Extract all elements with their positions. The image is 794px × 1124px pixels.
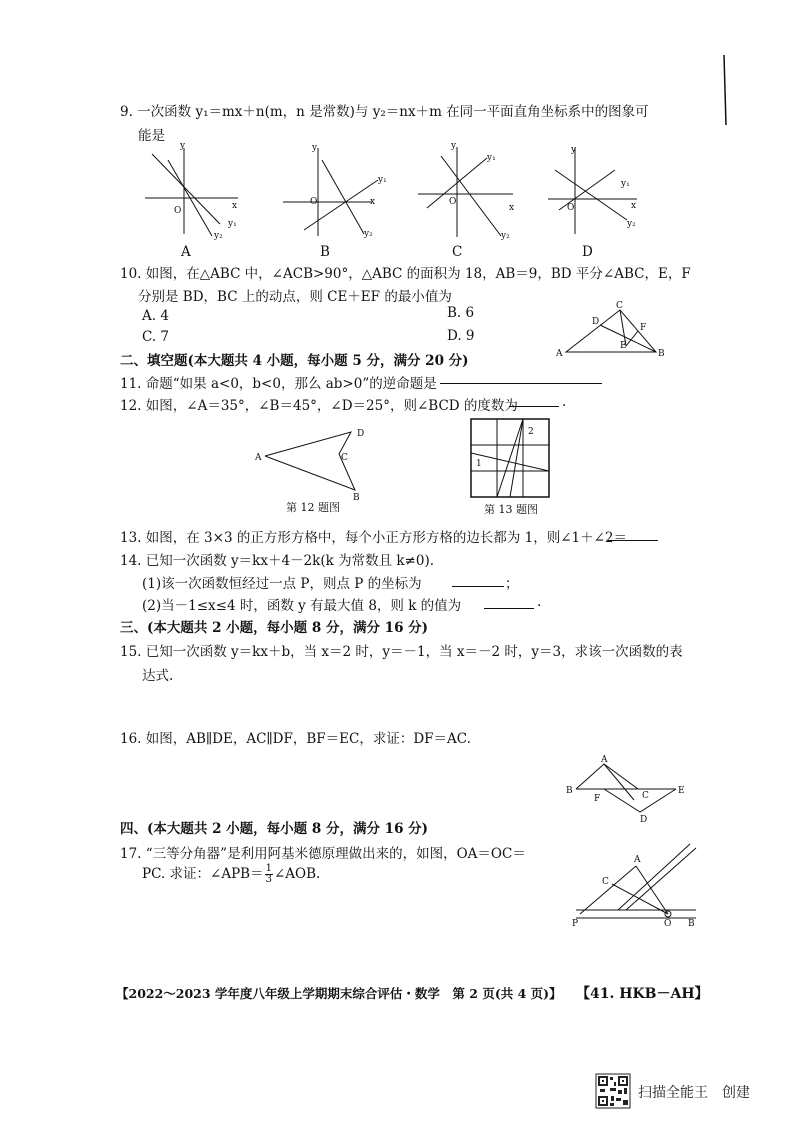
q9-graph-c [415, 142, 515, 242]
q17-figure [572, 838, 702, 928]
section4-heading: 四、(本大题共 2 小题，每小题 8 分，满分 16 分) [120, 821, 429, 837]
y2-label: y₂ [627, 219, 636, 229]
q10-choice-d: D. 9 [447, 328, 475, 344]
q17-line2-post: ∠AOB. [273, 866, 321, 882]
label-f: F [594, 794, 601, 804]
label-d: D [640, 815, 648, 825]
y1-label: y₁ [621, 179, 630, 189]
fig12-caption: 第 12 题图 [286, 501, 340, 514]
q9-line1: 9. 一次函数 y₁＝mx＋n(m，n 是常数)与 y₂＝nx＋m 在同一平面直角坐标系中的图象可 [120, 104, 649, 120]
angle-2-label: 2 [528, 427, 534, 437]
axis-y-label: y [180, 141, 186, 151]
label-b: B [566, 786, 573, 796]
axis-y-label: y [451, 141, 457, 151]
q11-text: 11. 命题“如果 a<0，b<0，那么 ab>0”的逆命题是 [120, 376, 437, 392]
axis-y-label: y [571, 145, 577, 155]
label-e: E [620, 341, 627, 351]
q16-text: 16. 如图，AB∥DE，AC∥DF，BF＝EC，求证：DF＝AC. [120, 731, 471, 747]
q14-part2: (2)当－1≤x≤4 时，函数 y 有最大值 8，则 k 的值为 [142, 598, 462, 614]
label-b: B [688, 919, 695, 929]
q13-text: 13. 如图，在 3×3 的正方形方格中，每个小正方形方格的边长都为 1，则∠1＋∠2＝ [120, 530, 628, 546]
watermark-text: 扫描全能王 创建 [638, 1085, 750, 1101]
q9-option-a: A [181, 244, 191, 260]
q13-answer-blank[interactable] [608, 539, 658, 541]
y1-label: y₁ [228, 219, 237, 229]
q10-choice-b: B. 6 [447, 305, 475, 321]
axis-x-label: x [509, 203, 515, 213]
q10-line1: 10. 如图，在△ABC 中，∠ACB>90°，△ABC 的面积为 18，AB＝9，BD 平分∠ABC，E，F [120, 266, 691, 282]
fig13-figure [470, 418, 550, 498]
angle-1-label: 1 [476, 459, 482, 469]
label-b: B [353, 493, 360, 503]
label-d: D [357, 429, 365, 439]
q10-figure [556, 301, 666, 359]
q9-line2: 能是 [138, 128, 165, 144]
label-o: O [664, 919, 672, 929]
q10-choice-a: A. 4 [142, 308, 169, 324]
q9-graph-b [280, 142, 387, 242]
origin-label: O [174, 206, 182, 216]
q9-option-b: B [320, 244, 330, 260]
label-p: P [572, 919, 579, 929]
frac-denominator: 3 [265, 874, 272, 885]
axis-x-label: x [370, 197, 376, 207]
q14-part1-blank[interactable] [452, 585, 504, 587]
frac-numerator: 1 [265, 863, 272, 874]
origin-label: O [449, 197, 457, 207]
axis-x-label: x [232, 201, 238, 211]
label-f: F [640, 323, 647, 333]
label-c: C [341, 453, 348, 463]
q15-line2: 达式. [142, 668, 174, 684]
label-b: B [658, 349, 665, 359]
q17-fraction [265, 864, 273, 885]
label-c: C [642, 791, 649, 801]
q17-line2-pre: PC. 求证：∠APB＝ [142, 866, 264, 882]
fig12-figure [255, 422, 365, 503]
y2-label: y₂ [364, 229, 373, 239]
q12-text: 12. 如图，∠A＝35°，∠B＝45°，∠D＝25°，则∠BCD 的度数为 [120, 398, 518, 414]
label-a: A [601, 755, 608, 765]
q9-graph-d [545, 142, 645, 242]
origin-label: O [567, 203, 575, 213]
label-d: D [592, 317, 600, 327]
q16-figure [566, 752, 690, 825]
label-c: C [616, 301, 623, 311]
axis-x-label: x [631, 201, 637, 211]
q17-line2 [142, 862, 320, 885]
q9-option-d: D [582, 244, 593, 260]
y2-label: y₂ [214, 231, 223, 241]
footer-right: 【41. HKB－AH】 [576, 986, 709, 1002]
q14-part1-tail: ； [505, 576, 519, 592]
origin-label: O [310, 197, 318, 207]
label-c: C [602, 877, 609, 887]
q10-choice-c: C. 7 [142, 329, 170, 345]
q11-answer-blank[interactable] [440, 382, 602, 384]
y1-label: y₁ [378, 175, 387, 185]
label-a: A [634, 855, 641, 865]
q12-answer-blank[interactable] [509, 405, 559, 407]
footer-left: 【2022～2023 学年度八年级上学期期末综合评估・数学 第 2 页(共 4 页)】 [116, 986, 562, 1001]
y1-label: y₁ [487, 153, 496, 163]
q12-period: . [562, 394, 567, 410]
y2-label: y₂ [501, 231, 510, 241]
q14-part1: (1)该一次函数恒经过一点 P，则点 P 的坐标为 [142, 576, 422, 592]
q14-part2-tail: . [537, 594, 542, 610]
section3-heading: 三、(本大题共 2 小题，每小题 8 分，满分 16 分) [120, 620, 429, 636]
section2-heading: 二、填空题(本大题共 4 小题，每小题 5 分，满分 20 分) [120, 353, 469, 369]
q14-stem: 14. 已知一次函数 y＝kx＋4－2k(k 为常数且 k≠0). [120, 553, 434, 569]
q17-line1: 17. “三等分角器”是利用阿基米德原理做出来的，如图，OA＝OC＝ [120, 846, 526, 862]
axis-y-label: y [312, 143, 318, 153]
q14-part2-blank[interactable] [484, 607, 534, 609]
q9-graph-a [140, 142, 240, 242]
label-a: A [255, 453, 262, 463]
qr-code-icon [596, 1074, 630, 1108]
label-a: A [556, 349, 563, 359]
fig13-caption: 第 13 题图 [484, 503, 538, 516]
q10-line2: 分别是 BD，BC 上的动点，则 CE＋EF 的最小值为 [138, 289, 452, 305]
q9-option-c: C [452, 244, 463, 260]
q15-line1: 15. 已知一次函数 y＝kx＋b，当 x＝2 时，y＝－1，当 x＝－2 时，y＝3，求该一次函数的表 [120, 644, 683, 660]
label-e: E [678, 786, 685, 796]
